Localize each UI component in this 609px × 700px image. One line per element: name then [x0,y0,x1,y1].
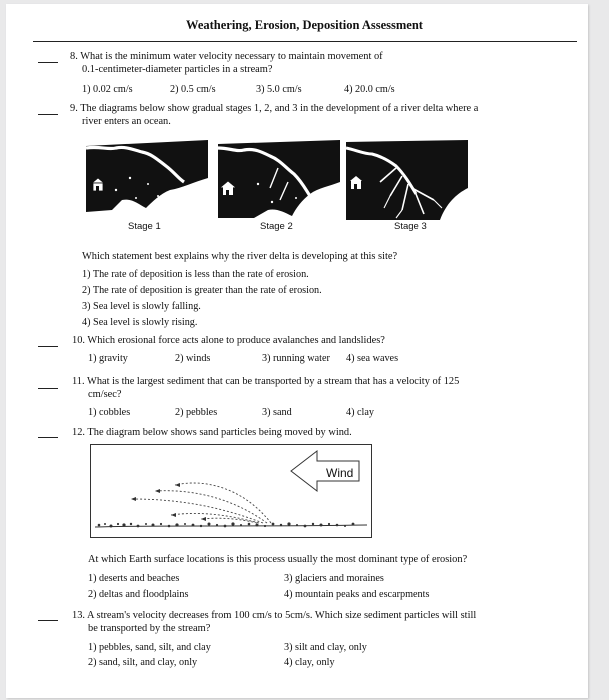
question-11-text: 11. What is the largest sediment that can be transported by a stream that has a velocity of 125 [72,376,460,387]
q11-option-4: 4) clay [346,407,375,418]
q13-option-4: 4) clay, only [284,657,335,668]
question-9-text-cont: river enters an ocean. [82,116,171,127]
q8-option-1: 1) 0.02 cm/s [82,84,133,95]
stage-1-label: Stage 1 [128,221,161,232]
answer-blank-q10 [38,346,58,347]
page-title: Weathering, Erosion, Deposition Assessment [186,18,423,32]
stage-1-delta-diagram [86,138,208,220]
q9-option-2: 2) The rate of deposition is greater than the rate of erosion. [82,285,322,296]
q8-option-4: 4) 20.0 cm/s [344,84,395,95]
answer-blank-q13 [38,620,58,621]
question-13-text: 13. A stream's velocity decreases from 100 cm/s to 5cm/s. Which size sediment particles will still [72,610,477,621]
sand-particle-paths [91,445,371,537]
wind-label: Wind [326,466,354,480]
question-13-text-cont: be transported by the stream? [88,623,211,634]
answer-blank-q8 [38,62,58,63]
q13-option-1: 1) pebbles, sand, silt, and clay [88,642,211,653]
question-11-text-cont: cm/sec? [88,389,122,400]
question-10-text: 10. Which erosional force acts alone to produce avalanches and landslides? [72,335,385,346]
q8-option-2: 2) 0.5 cm/s [170,84,216,95]
question-8-text-cont: 0.1-centimeter-diameter particles in a stream? [82,64,273,75]
q10-option-3: 3) running water [262,353,330,364]
question-9-prompt: Which statement best explains why the river delta is developing at this site? [82,251,398,262]
stage-3-delta-diagram [346,138,468,220]
q11-option-2: 2) pebbles [175,407,218,418]
q11-option-1: 1) cobbles [88,407,131,418]
q12-option-2: 2) deltas and floodplains [88,589,189,600]
title-divider [33,41,577,42]
q13-option-2: 2) sand, silt, and clay, only [88,657,198,668]
q10-option-1: 1) gravity [88,353,128,364]
q10-option-4: 4) sea waves [346,353,399,364]
q12-option-4: 4) mountain peaks and escarpments [284,589,430,600]
q12-option-3: 3) glaciers and moraines [284,573,384,584]
answer-blank-q9 [38,114,58,115]
q9-option-3: 3) Sea level is slowly falling. [82,301,201,312]
q12-option-1: 1) deserts and beaches [88,573,180,584]
answer-blank-q11 [38,388,58,389]
question-12-text: 12. The diagram below shows sand particles being moved by wind. [72,427,352,438]
question-9-text: 9. The diagrams below show gradual stages 1, 2, and 3 in the development of a river delta where a [70,103,479,114]
wind-transport-diagram [90,444,372,538]
q8-option-3: 3) 5.0 cm/s [256,84,302,95]
q11-option-3: 3) sand [262,407,292,418]
q13-option-3: 3) silt and clay, only [284,642,367,653]
stage-3-label: Stage 3 [394,221,427,232]
q10-option-2: 2) winds [175,353,211,364]
question-12-prompt: At which Earth surface locations is this process usually the most dominant type of erosion? [88,554,468,565]
stage-2-delta-diagram [218,138,340,220]
question-8-text: 8. What is the minimum water velocity necessary to maintain movement of [70,51,383,62]
answer-blank-q12 [38,437,58,438]
q9-option-1: 1) The rate of deposition is less than the rate of erosion. [82,269,309,280]
q9-option-4: 4) Sea level is slowly rising. [82,317,198,328]
stage-2-label: Stage 2 [260,221,293,232]
